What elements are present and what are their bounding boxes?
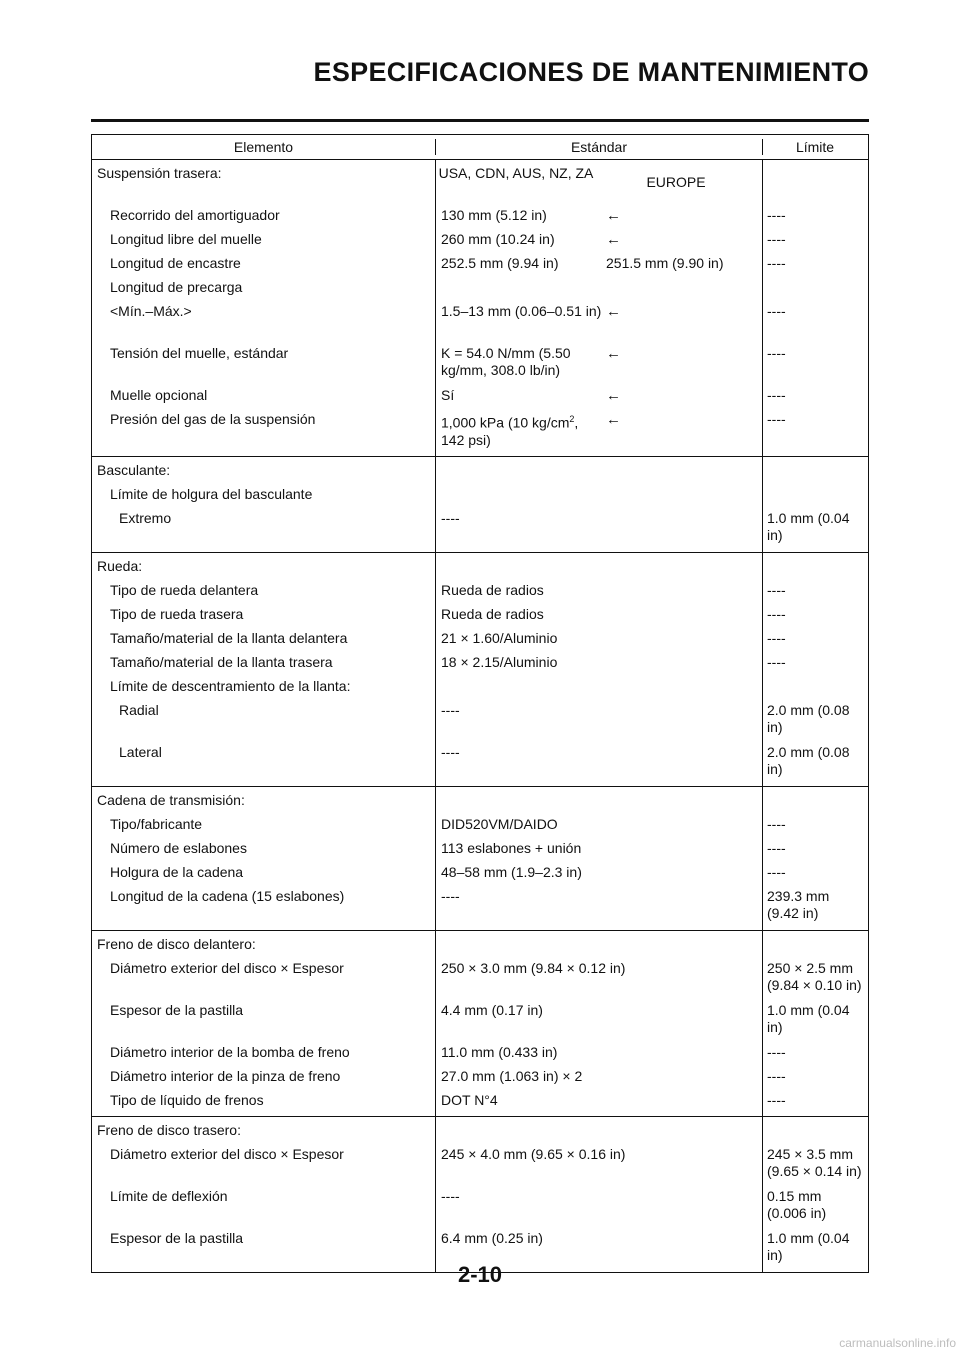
row-label: Espesor de la pastilla <box>110 1002 244 1018</box>
section-rear-suspension <box>92 160 868 457</box>
row-label: <Mín.–Máx.> <box>110 303 192 319</box>
row-label: Tamaño/material de la llanta delantera <box>110 630 348 646</box>
region-label-usa: USA, CDN, AUS, NZ, ZA <box>438 165 594 181</box>
limit-value: ---- <box>767 1044 786 1060</box>
section-title: Suspensión trasera: <box>97 165 222 181</box>
standard-value-europe: 251.5 mm (9.90 in) <box>606 255 724 271</box>
row-label: Límite de deflexión <box>110 1188 228 1204</box>
limit-value: 250 × 2.5 mm (9.84 × 0.10 in) <box>767 960 862 993</box>
standard-value: 4.4 mm (0.17 in) <box>441 1002 543 1018</box>
limit-value: ---- <box>767 303 786 319</box>
row-label: Muelle opcional <box>110 387 208 403</box>
row-label: Longitud de precarga <box>110 279 243 295</box>
limit-value: 1.0 mm (0.04 in) <box>767 1002 850 1035</box>
spec-table <box>91 134 869 1273</box>
standard-value: Sí <box>441 387 455 403</box>
standard-value: 18 × 2.15/Aluminio <box>441 654 558 670</box>
limit-value: ---- <box>767 255 786 271</box>
standard-value: 6.4 mm (0.25 in) <box>441 1230 543 1246</box>
limit-value: 245 × 3.5 mm (9.65 × 0.14 in) <box>767 1146 862 1179</box>
limit-value: ---- <box>767 582 786 598</box>
limit-value: ---- <box>767 411 786 427</box>
region-label-europe: EUROPE <box>646 174 706 190</box>
standard-value: 130 mm (5.12 in) <box>441 207 547 223</box>
row-label: Tipo de líquido de frenos <box>110 1092 264 1108</box>
same-as-left-arrow: ← <box>606 207 621 224</box>
standard-value: 260 mm (10.24 in) <box>441 231 555 247</box>
page-title: ESPECIFICACIONES DE MANTENIMIENTO <box>313 57 869 87</box>
row-label: Longitud libre del muelle <box>110 231 262 247</box>
limit-value <box>763 678 867 702</box>
row-label: Radial <box>119 702 159 718</box>
row-label: Extremo <box>119 510 172 526</box>
row-label: Tensión del muelle, estándar <box>110 345 289 361</box>
limit-value: ---- <box>767 387 786 403</box>
same-as-left-arrow: ← <box>606 303 621 320</box>
standard-value: 1,000 kPa (10 $kg/cm^2$, 142 psi) <box>441 414 579 448</box>
section-title: Freno de disco trasero: <box>97 1122 241 1138</box>
section-front-disc-brake <box>92 931 868 1117</box>
page-number: 2-10 <box>457 1262 503 1287</box>
limit-value: 1.0 mm (0.04 in) <box>767 510 850 543</box>
standard-value: ---- <box>441 888 460 904</box>
row-label: Diámetro interior de la bomba de freno <box>110 1044 350 1060</box>
standard-value: 11.0 mm (0.433 in) <box>441 1044 558 1060</box>
limit-value: 2.0 mm (0.08 in) <box>767 744 850 777</box>
watermark: carmanualsonline.info <box>839 1336 956 1350</box>
same-as-left-arrow: ← <box>606 387 621 404</box>
limit-value: ---- <box>767 231 786 247</box>
section-title: Freno de disco delantero: <box>97 936 256 952</box>
section-drive-chain <box>92 787 868 931</box>
row-label: Tipo/fabricante <box>110 816 203 832</box>
section-title: Rueda: <box>97 558 143 574</box>
section-wheel <box>92 553 868 787</box>
section-swingarm <box>92 457 868 553</box>
limit-value: ---- <box>767 606 786 622</box>
limit-value: ---- <box>767 816 786 832</box>
limit-value: ---- <box>767 630 786 646</box>
section-title: Cadena de transmisión: <box>97 792 245 808</box>
row-label: Lateral <box>119 744 162 760</box>
limit-value <box>763 486 867 510</box>
row-label: Longitud de la cadena (15 eslabones) <box>110 888 345 904</box>
standard-value: ---- <box>441 1188 460 1204</box>
table-header-row <box>92 135 868 160</box>
row-label: Tamaño/material de la llanta trasera <box>110 654 333 670</box>
header-standard: Estándar <box>436 139 763 155</box>
standard-value: 250 × 3.0 mm (9.84 × 0.12 in) <box>441 960 626 976</box>
standard-value <box>436 678 762 702</box>
row-label: Límite de holgura del basculante <box>110 486 313 502</box>
same-as-left-arrow: ← <box>606 411 621 428</box>
section-rear-disc-brake <box>92 1117 868 1272</box>
row-label: Tipo de rueda delantera <box>110 582 259 598</box>
standard-value: Rueda de radios <box>441 606 544 622</box>
standard-value: ---- <box>441 510 460 526</box>
limit-value: 239.3 mm (9.42 in) <box>767 888 830 921</box>
limit-value: ---- <box>767 1068 786 1084</box>
standard-value: ---- <box>441 744 460 760</box>
standard-value: 1.5–13 mm (0.06–0.51 in) <box>441 303 602 319</box>
same-as-left-arrow: ← <box>606 345 621 362</box>
row-label: Tipo de rueda trasera <box>110 606 244 622</box>
title-rule <box>91 119 869 122</box>
row-label: Límite de descentramiento de la llanta: <box>110 678 351 694</box>
row-label: Diámetro exterior del disco × Espesor <box>110 1146 344 1162</box>
standard-value: 27.0 mm (1.063 in) × 2 <box>441 1068 583 1084</box>
limit-value: 2.0 mm (0.08 in) <box>767 702 850 735</box>
limit-value: ---- <box>767 654 786 670</box>
header-limit: Límite <box>795 139 835 155</box>
standard-value: 48–58 mm (1.9–2.3 in) <box>441 864 582 880</box>
limit-value: 0.15 mm (0.006 in) <box>767 1188 827 1221</box>
section-title: Basculante: <box>97 462 171 478</box>
standard-value: Rueda de radios <box>441 582 544 598</box>
same-as-left-arrow: ← <box>606 231 621 248</box>
limit-value <box>763 279 867 303</box>
row-label: Holgura de la cadena <box>110 864 244 880</box>
row-label: Diámetro interior de la pinza de freno <box>110 1068 341 1084</box>
standard-value: 21 × 1.60/Aluminio <box>441 630 558 646</box>
row-label: Recorrido del amortiguador <box>110 207 280 223</box>
row-label: Presión del gas de la suspensión <box>110 411 316 427</box>
standard-value: 113 eslabones + unión <box>441 840 582 856</box>
header-element: Elemento <box>92 139 436 155</box>
standard-value: ---- <box>441 702 460 718</box>
row-label: Número de eslabones <box>110 840 247 856</box>
row-label: Espesor de la pastilla <box>110 1230 244 1246</box>
standard-value: DOT N°4 <box>441 1092 498 1108</box>
limit-value: ---- <box>767 864 786 880</box>
standard-value: DID520VM/DAIDO <box>441 816 558 832</box>
standard-value: K = 54.0 N/mm (5.50 kg/mm, 308.0 lb/in) <box>441 345 571 378</box>
standard-value: 245 × 4.0 mm (9.65 × 0.16 in) <box>441 1146 626 1162</box>
limit-value: ---- <box>767 1092 786 1108</box>
limit-value: ---- <box>767 207 786 223</box>
limit-value: ---- <box>767 840 786 856</box>
row-label: Diámetro exterior del disco × Espesor <box>110 960 344 976</box>
limit-value: 1.0 mm (0.04 in) <box>767 1230 850 1263</box>
row-label: Longitud de encastre <box>110 255 241 271</box>
standard-value <box>436 486 762 510</box>
standard-value: 252.5 mm (9.94 in) <box>441 255 559 271</box>
limit-value: ---- <box>767 345 786 361</box>
